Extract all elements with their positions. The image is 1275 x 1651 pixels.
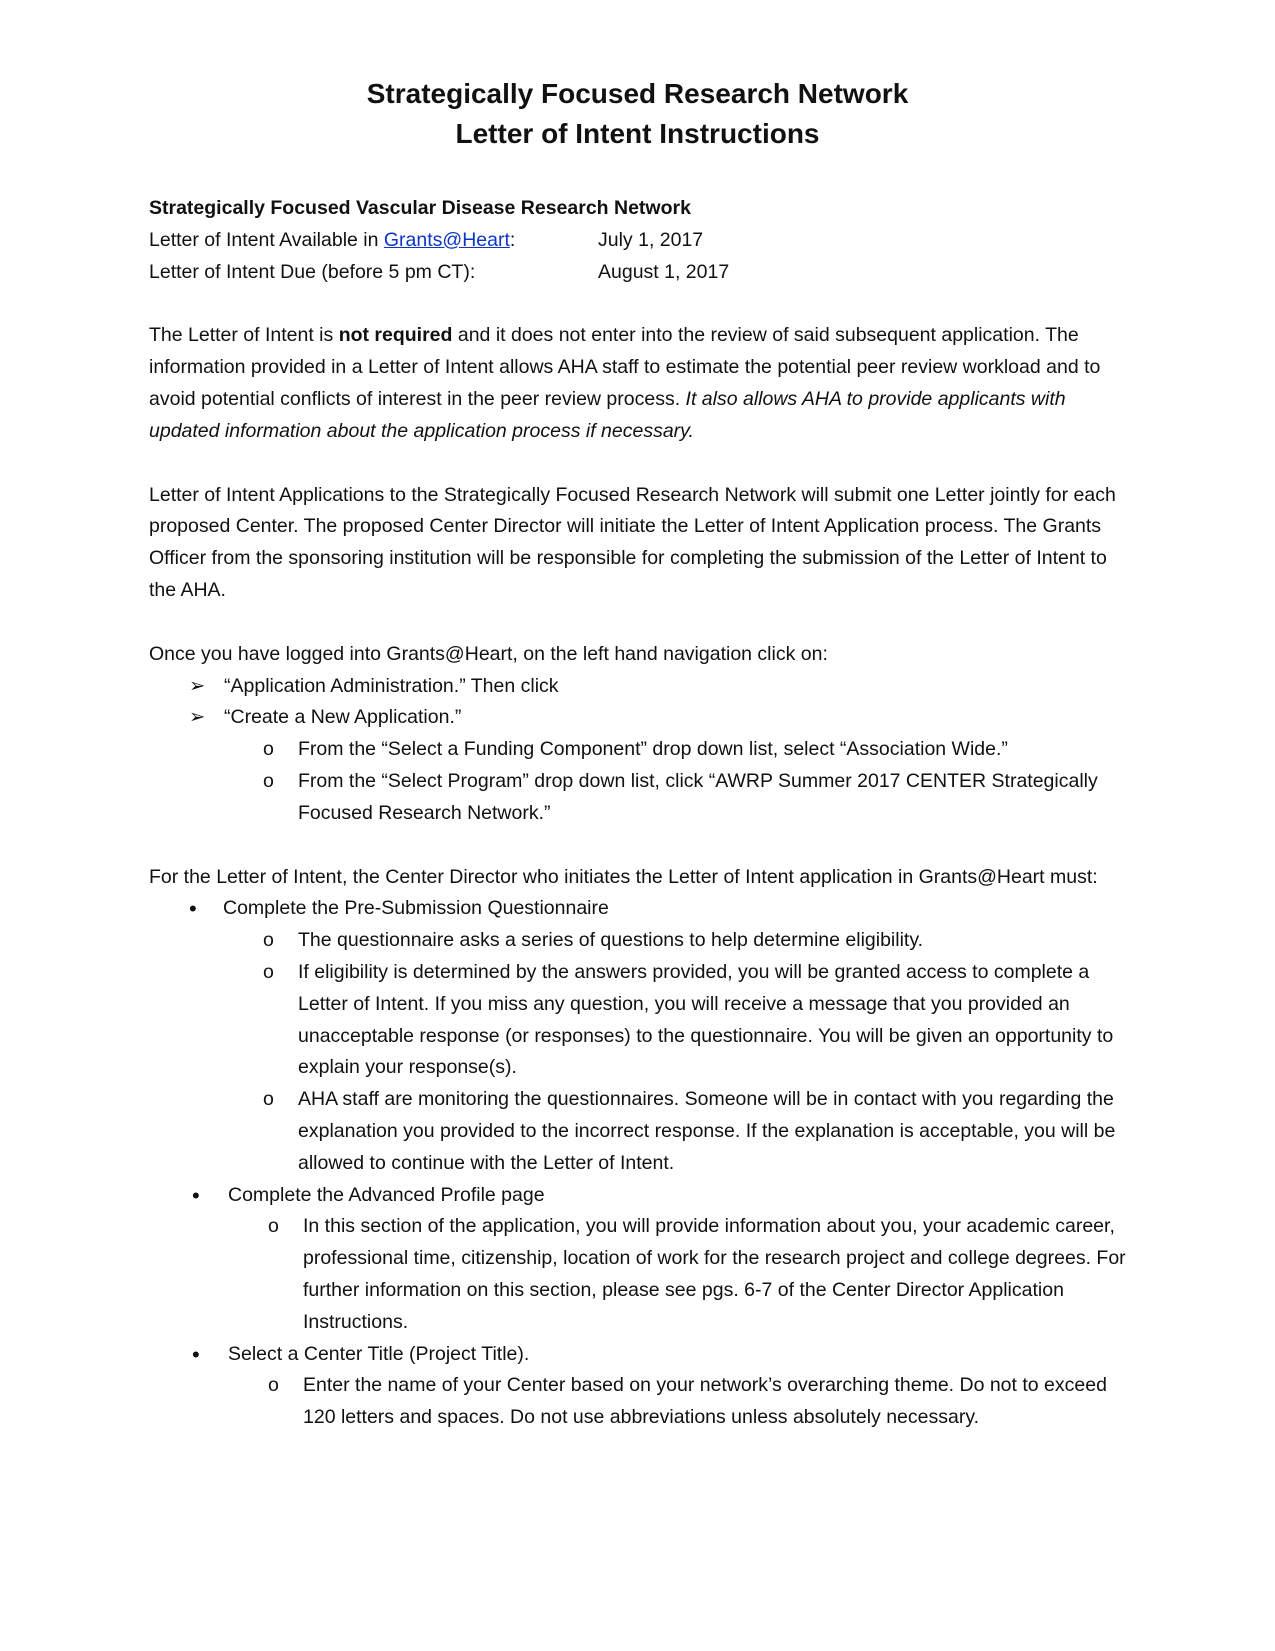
arrow-bullet-icon: ➢ xyxy=(189,706,206,729)
para1-bold: not required xyxy=(338,324,453,347)
requirement-subitem xyxy=(149,925,1129,957)
list-item-text: If eligibility is determined by the answers provided, you will be granted access to complete a Letter of Intent. If you miss any question, you will receive a message that you provided an unacceptable response (or responses) to the questionnaire. You will be given an opportunity to explain your response(s). xyxy=(298,960,1114,1079)
para1-italic: It also allows AHA to provide applicants with updated information about the application process if necessary. xyxy=(149,387,1066,442)
circle-bullet-icon: o xyxy=(263,960,274,983)
requirement-subitem xyxy=(149,957,1129,1084)
available-suffix: : xyxy=(509,228,516,251)
list-item-text: From the “Select a Funding Component” drop down list, select “Association Wide.” xyxy=(298,738,1008,761)
title-line-1: Strategically Focused Research Network xyxy=(366,78,909,109)
dot-bullet-icon: • xyxy=(192,1182,200,1208)
section-heading: Strategically Focused Vascular Disease Research Network xyxy=(149,197,691,219)
requirement-label: Select a Center Title (Project Title). xyxy=(228,1342,530,1365)
requirement-subitem xyxy=(149,1370,1129,1434)
list-item-text: In this section of the application, you will provide information about you, your academic career, professional time, citizenship, location of work for the research project and college degrees. For further information on this section, please see pgs. 6-7 of the Center Director Application Instructions. xyxy=(303,1215,1126,1333)
list-item-nav-substep xyxy=(149,734,1129,766)
requirement-item xyxy=(149,1180,1129,1212)
list-item-nav-step xyxy=(149,702,1129,734)
circle-bullet-icon: o xyxy=(268,1215,279,1238)
grants-at-heart-link[interactable]: Grants@Heart xyxy=(383,228,510,251)
para1-text-a: The Letter of Intent is xyxy=(149,324,339,347)
circle-bullet-icon: o xyxy=(263,929,274,952)
list-item-text: From the “Select Program” drop down list, click “AWRP Summer 2017 CENTER Strategically Focused Research Network.” xyxy=(298,769,1098,824)
available-date-row xyxy=(149,225,1129,257)
list-item-nav-substep xyxy=(149,766,1129,830)
requirement-item xyxy=(149,1339,1129,1371)
list-item-text: AHA staff are monitoring the questionnaires. Someone will be in contact with you regarding the explanation you provided to the incorrect response. If the explanation is acceptable, you will be allowed to continue with the Letter of Intent. xyxy=(298,1088,1116,1174)
list-item-nav-step xyxy=(149,671,1129,703)
circle-bullet-icon: o xyxy=(268,1374,279,1397)
paragraph-requirements-intro: For the Letter of Intent, the Center Director who initiates the Letter of Intent application in Grants@Heart must: xyxy=(149,865,1098,888)
document-title xyxy=(0,74,1275,154)
available-date: July 1, 2017 xyxy=(598,228,704,251)
list-item-text: Enter the name of your Center based on your network’s overarching theme. Do not to exceed 120 letters and spaces. Do not use abbreviations unless absolutely necessary. xyxy=(303,1374,1107,1429)
title-line-2: Letter of Intent Instructions xyxy=(455,118,820,149)
paragraph-navigation-intro: Once you have logged into Grants@Heart, on the left hand navigation click on: xyxy=(149,642,828,665)
para1-text-b: and it does not enter into the review of said subsequent application. The information provided in a Letter of Intent allows AHA staff to estimate the potential peer review workload and to avoid potential conflicts of interest in the peer review process. xyxy=(149,324,1101,410)
circle-bullet-icon: o xyxy=(263,769,274,792)
dot-bullet-icon: • xyxy=(189,896,197,922)
requirement-item xyxy=(149,893,1129,925)
paragraph-not-required xyxy=(149,320,1129,447)
due-label: Letter of Intent Due (before 5 pm CT): xyxy=(149,260,476,283)
requirement-label: Complete the Advanced Profile page xyxy=(228,1183,545,1206)
paragraph-joint-submission: Letter of Intent Applications to the Strategically Focused Research Network will submit one Letter jointly for each proposed Center. The proposed Center Director will initiate the Letter of Intent Application process. The Grants Officer from the sponsoring institution will be responsible for completing the submission of the Letter of Intent to the AHA. xyxy=(149,483,1116,601)
document-body xyxy=(149,193,1129,1434)
list-item-text: The questionnaire asks a series of questions to help determine eligibility. xyxy=(298,929,924,952)
requirement-label: Complete the Pre-Submission Questionnaire xyxy=(223,897,609,920)
due-date-row xyxy=(149,257,1129,289)
available-label xyxy=(149,225,598,257)
list-item-text: “Create a New Application.” xyxy=(224,706,462,729)
due-date: August 1, 2017 xyxy=(598,260,730,283)
requirement-subitem xyxy=(149,1211,1129,1338)
dot-bullet-icon: • xyxy=(192,1341,200,1367)
requirement-subitem xyxy=(149,1084,1129,1179)
arrow-bullet-icon: ➢ xyxy=(189,674,206,697)
circle-bullet-icon: o xyxy=(263,738,274,761)
circle-bullet-icon: o xyxy=(263,1088,274,1111)
list-item-text: “Application Administration.” Then click xyxy=(224,674,559,697)
available-prefix: Letter of Intent Available in xyxy=(149,228,384,251)
